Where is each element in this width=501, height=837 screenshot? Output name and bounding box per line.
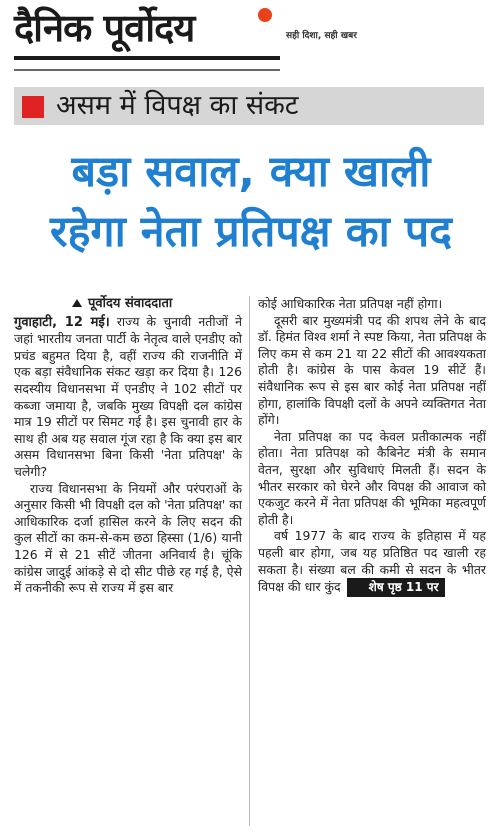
byline-text: पूर्वोदय संवाददाता xyxy=(88,296,173,311)
article-paragraph-5 xyxy=(258,528,486,596)
byline xyxy=(14,296,242,313)
logo-underline-thin xyxy=(14,69,280,71)
article-column-right xyxy=(258,296,486,597)
article-paragraph-2: राज्य विधानसभा के नियमों और परंपराओं के अनुसार किसी भी विपक्षी दल को 'नेता प्रतिपक्ष' का आधिकारिक दर्जा हासिल करने के लिए सदन की कुल सीटों का कम-से-कम छठा हिस्सा (1/6) यानी 126 में से 21 सीटें जीतना अनिवार्य है। चूंकि कांग्रेस जादुई आंकड़े से दो सीट पीछे रह गई है, ऐसे में तकनीकी रूप से राज्य में इस बार xyxy=(14,480,242,596)
article-paragraph-2-continued: कोई आधिकारिक नेता प्रतिपक्ष नहीं होगा। xyxy=(258,296,443,311)
kicker-text: असम में विपक्ष का संकट xyxy=(56,90,299,121)
masthead xyxy=(0,0,501,78)
continued-on-page: शेष पृष्ठ 11 पर xyxy=(347,578,445,597)
dateline: गुवाहाटी, 12 मई। xyxy=(14,314,110,330)
article-paragraph-4: नेता प्रतिपक्ष का पद केवल प्रतीकात्मक नहीं होता। नेता प्रतिपक्ष को कैबिनेट मंत्री के समान वेतन, सुरक्षा और सुविधाएं मिलती हैं। सदन के भीतर सरकार को घेरने और विपक्ष की आवाज को एकजुट करने में नेता प्रतिपक्ष की भूमिका महत्वपूर्ण होती है। xyxy=(258,428,486,527)
article-paragraph-1 xyxy=(14,314,242,481)
article-paragraph-3: दूसरी बार मुख्यमंत्री पद की शपथ लेने के बाद डॉ. हिमंत विश्व शर्मा ने स्पष्ट किया, नेता प्रतिपक्ष के लिए कम से कम 21 या 22 सीटों की आवश्यकता होती है। कांग्रेस के पास केवल 19 सीटें हैं। संवैधानिक रूप से इस बार कोई नेता प्रतिपक्ष नहीं होगा, हालांकि विपक्षी दलों के अपने व्यक्तिगत नेता होंगे। xyxy=(258,312,486,428)
red-square-icon xyxy=(22,96,44,118)
logo-underline xyxy=(14,56,280,60)
newspaper-logo: दैनिक पूर्वोदय xyxy=(14,6,195,50)
headline xyxy=(14,142,488,262)
byline-triangle-icon xyxy=(72,299,82,307)
kicker-banner xyxy=(14,87,484,125)
headline-line-1: बड़ा सवाल, क्या खाली xyxy=(71,147,431,197)
paragraph-1-text: राज्य के चुनावी नतीजों ने जहां भारतीय जनता पार्टी के नेतृत्व वाले एनडीए को प्रचंड बहुमत दिया है, वहीं राज्य की राजनीति में एक बड़ा संवैधानिक संकट खड़ा कर दिया है। 126 सदस्यीय विधानसभा में एनडीए ने 102 सीटों पर कब्जा जमाया है, जबकि मुख्य विपक्षी दल कांग्रेस मात्र 19 सीटों पर सिमट गई है। इस चुनावी हार के साथ ही अब यह सवाल गूंज रहा है कि क्या इस बार असम विधानसभा बिना किसी 'नेता प्रतिपक्ष' के चलेगी? xyxy=(14,313,242,479)
article-column-left xyxy=(14,296,242,597)
column-divider xyxy=(249,296,250,826)
paragraph-5-text: वर्ष 1977 के बाद राज्य के इतिहास में यह पहली बार होगा, जब यह प्रतिष्ठित पद खाली रह सकता है। संख्या बल की कमी से सदन के भीतर विपक्ष की धार कुंद xyxy=(258,528,486,595)
newspaper-tagline: सही दिशा, सही खबर xyxy=(286,31,357,41)
headline-line-2: रहेगा नेता प्रतिपक्ष का पद xyxy=(50,207,452,257)
logo-sun-icon xyxy=(258,8,272,22)
